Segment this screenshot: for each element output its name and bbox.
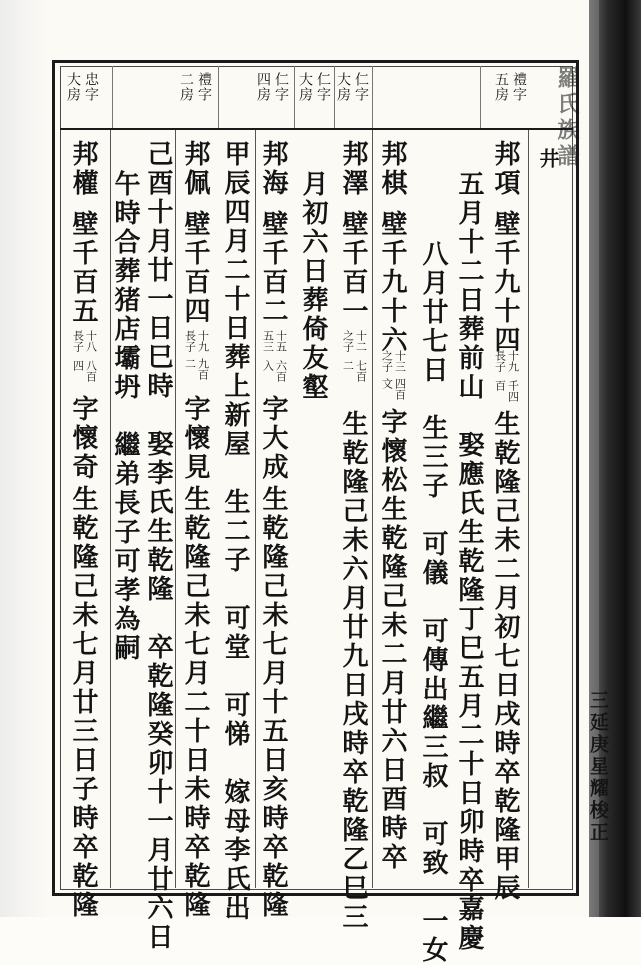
entry-text: 月初六日葬倚友壑 [298, 170, 328, 402]
band-label-li5-2: 五房 [493, 72, 509, 102]
compiler-line: 三延庚星耀梭正 [587, 690, 609, 844]
book-title: 羅氏族譜 [554, 66, 580, 170]
entry-text: 字懷奇 [68, 395, 98, 482]
entry-note: 六百 [274, 360, 288, 382]
band-label-ren4-1: 仁字 [273, 72, 289, 102]
entry-note: 千四 [506, 380, 520, 402]
entry-note: 十五 [274, 330, 288, 352]
band-label-zhong-2: 大房 [65, 72, 81, 102]
band-divider [480, 66, 481, 128]
column-rule [175, 130, 176, 888]
entry-text: 甲辰四月二十日葬上新屋 生二子 可堂 可悌 嫁母李氏出 [220, 140, 250, 923]
entry-note: 七百 [354, 360, 368, 382]
header-band-rule [60, 128, 573, 130]
entry-note: 百 [493, 380, 507, 391]
entry-name: 邦佩 [180, 140, 210, 198]
entry-text: 壁千百五 [68, 210, 98, 326]
band-label-renda-2: 大房 [297, 72, 313, 102]
entry-text: 五月十二日葬前山 娶應氏生乾隆丁巳五月二十日卯時卒嘉慶 [454, 170, 484, 953]
band-divider [112, 66, 113, 128]
entry-text: 壁千九十六 [377, 210, 407, 355]
band-divider [372, 66, 373, 128]
entry-note: 八百 [84, 360, 98, 382]
entry-name: 邦項 [490, 140, 520, 198]
band-label-renda-1: 仁字 [315, 72, 331, 102]
entry-text: 壁千百一 [338, 210, 368, 326]
entry-text: 壁千百二 [258, 210, 288, 326]
entry-note: 十八 [84, 330, 98, 352]
entry-text: 八月廿七日 生三子 可儀 可傳出繼三叔 可致 一女 [418, 240, 448, 965]
column-rule [372, 130, 373, 888]
section-mark: 井 [536, 148, 560, 168]
column-rule [528, 130, 529, 888]
entry-note: 五三 [261, 330, 275, 352]
band-label-li5-1: 禮字 [511, 72, 527, 102]
entry-note: 之子 [380, 350, 394, 372]
entry-text: 生乾隆己未六月廿九日戌時卒乾隆乙巳三 [338, 410, 368, 932]
entry-note: 十二 [354, 330, 368, 352]
entry-text: 生乾隆己未二月廿六日酉時卒 [377, 495, 407, 872]
entry-note: 四 [71, 360, 85, 371]
entry-name: 邦海 [258, 140, 288, 198]
band-divider [294, 66, 295, 128]
entry-note: 十三 [393, 350, 407, 372]
entry-note: 長子 [71, 330, 85, 352]
entry-text: 壁千百四 [180, 210, 210, 326]
entry-text: 生乾隆己未七月十五日亥時卒乾隆 [258, 485, 288, 920]
entry-text: 字懷見 [180, 395, 210, 482]
entry-text: 生乾隆己未七月二十日未時卒乾隆 [180, 485, 210, 920]
entry-text: 字大成 [258, 395, 288, 482]
entry-text: 生乾隆己未二月初七日戌時卒乾隆甲辰 [490, 410, 520, 903]
entry-note: 文 [380, 378, 394, 389]
entry-note: 二 [341, 360, 355, 371]
entry-text: 午時合葬猪店壩坍 繼弟長子可孝為嗣 [110, 170, 140, 663]
entry-name: 邦權 [68, 140, 98, 198]
band-label-rentop-1: 仁字 [353, 72, 369, 102]
entry-note: 十九 [506, 350, 520, 372]
entry-note: 入 [261, 360, 275, 371]
entry-note: 四百 [393, 378, 407, 400]
band-label-zhong-1: 忠字 [83, 72, 99, 102]
page-edge-shadow [0, 0, 46, 917]
entry-text: 己酉十月廿一日巳時 娶李氏生乾隆 卒乾隆癸卯十一月廿六日 [143, 140, 173, 952]
entry-note: 長子 [183, 330, 197, 352]
entry-note: 九百 [196, 358, 210, 380]
band-divider [218, 66, 219, 128]
entry-name: 邦澤 [338, 140, 368, 198]
entry-note: 長子 [493, 350, 507, 372]
entry-note: 二 [183, 358, 197, 369]
band-label-rentop-2: 大房 [335, 72, 351, 102]
entry-text: 生乾隆己未七月廿三日子時卒乾隆 [68, 485, 98, 920]
entry-name: 邦棋 [377, 140, 407, 198]
entry-text: 壁千九十四 [490, 210, 520, 355]
entry-note: 十九 [196, 330, 210, 352]
column-rule [255, 130, 256, 888]
band-label-li-1: 禮字 [196, 72, 212, 102]
entry-text: 字懷松 [377, 408, 407, 495]
band-label-li-2: 二房 [178, 72, 194, 102]
entry-note: 之子 [341, 330, 355, 352]
band-label-ren4-2: 四房 [255, 72, 271, 102]
